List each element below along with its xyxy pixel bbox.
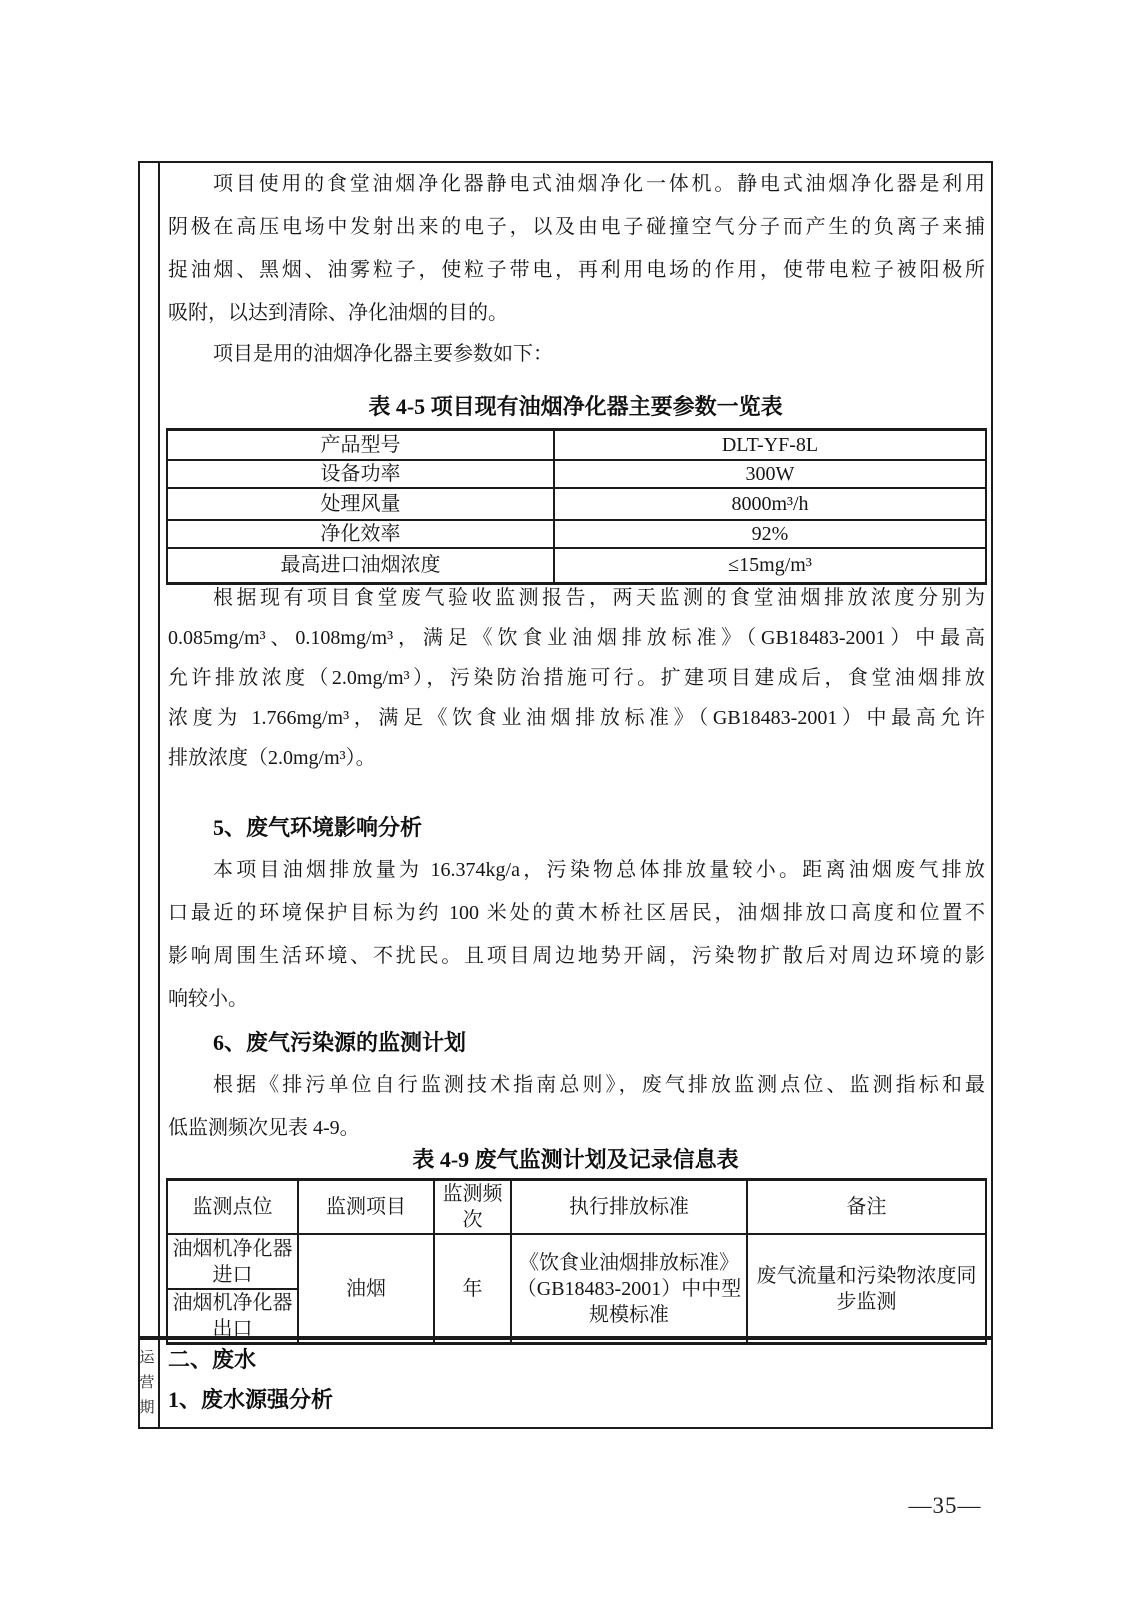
paragraph-line: 项目是用的油烟净化器主要参数如下：: [213, 343, 553, 365]
paragraph-line: 排放浓度（2.0mg/m³）。: [168, 747, 376, 769]
table-row: [167, 1234, 986, 1289]
paragraph-line: 项目使用的食堂油烟净化器静电式油烟净化一体机。静电式油烟净化器是利用: [213, 173, 985, 195]
monitor-standard: 《饮食业油烟排放标准》（GB18483-2001）中中型规模标准: [511, 1234, 747, 1344]
paragraph-line: 低监测频次见表 4-9。: [168, 1117, 360, 1139]
col-header-standard: 执行排放标准: [511, 1180, 747, 1235]
paragraph-line: 吸附，以达到清除、净化油烟的目的。: [168, 302, 508, 324]
paragraph-params-lead-in: [168, 333, 985, 376]
paragraph-impact-analysis: [168, 849, 985, 1021]
col-header-point: 监测点位: [167, 1180, 298, 1235]
param-value: ≤15mg/m³: [554, 548, 986, 584]
page-number: —35—: [908, 1493, 982, 1518]
table-row: [167, 460, 986, 488]
table-4-5-title: 表 4-5 项目现有油烟净化器主要参数一览表: [368, 394, 783, 419]
table-4-5-purifier-params: [166, 428, 987, 585]
section-heading-wastewater-source: 1、废水源强分析: [168, 1387, 334, 1412]
stage-label-char: 运: [139, 1350, 155, 1366]
paragraph-line: 捉油烟、黑烟、油雾粒子，使粒子带电，再利用电场的作用，使带电粒子被阳极所: [168, 259, 985, 281]
section-heading-5: 5、废气环境影响分析: [213, 815, 423, 840]
monitor-frequency: 年: [434, 1234, 511, 1344]
paragraph-line: 根据《排污单位自行监测技术指南总则》，废气排放监测点位、监测指标和最: [213, 1074, 985, 1096]
monitor-point-inlet: 油烟机净化器进口: [167, 1234, 298, 1289]
col-header-frequency: 监测频次: [434, 1180, 511, 1235]
table-header-row: [167, 1180, 986, 1235]
param-value: DLT-YF-8L: [554, 430, 986, 460]
paragraph-line: 口最近的环境保护目标为约 100 米处的黄木桥社区居民，油烟排放口高度和位置不: [168, 902, 985, 924]
param-value: 8000m³/h: [554, 488, 986, 520]
monitor-item: 油烟: [298, 1234, 434, 1344]
table-row: [167, 520, 986, 548]
param-value: 92%: [554, 520, 986, 548]
monitor-remark: 废气流量和污染物浓度同步监测: [747, 1234, 986, 1344]
monitor-point-outlet: 油烟机净化器出口: [167, 1289, 298, 1344]
param-label: 净化效率: [167, 520, 554, 548]
param-label: 设备功率: [167, 460, 554, 488]
section-heading-wastewater: 二、废水: [168, 1347, 257, 1372]
col-header-remark: 备注: [747, 1180, 986, 1235]
param-value: 300W: [554, 460, 986, 488]
paragraph-line: 0.085mg/m³、0.108mg/m³，满足《饮食业油烟排放标准》（GB18483-2001）中最高: [168, 627, 985, 649]
paragraph-line: 本项目油烟排放量为 16.374kg/a，污染物总体排放量较小。距离油烟废气排放: [213, 859, 985, 881]
stage-label-char: 营: [139, 1375, 155, 1391]
param-label: 处理风量: [167, 488, 554, 520]
left-rail-divider: [158, 161, 160, 1427]
paragraph-line: 浓度为 1.766mg/m³，满足《饮食业油烟排放标准》（GB18483-2001）中最高允许: [168, 707, 985, 729]
paragraph-line: 阴极在高压电场中发射出来的电子，以及由电子碰撞空气分子而产生的负离子来捕: [168, 216, 985, 238]
paragraph-line: 影响周围生活环境、不扰民。且项目周边地势开阔，污染物扩散后对周边环境的影: [168, 945, 985, 967]
paragraph-fume-purifier-intro: [168, 163, 985, 335]
section-heading-6: 6、废气污染源的监测计划: [213, 1030, 467, 1055]
paragraph-monitoring-results: [168, 578, 985, 778]
table-4-9-monitoring-plan: [166, 1178, 987, 1345]
paragraph-line: 响较小。: [168, 988, 248, 1010]
col-header-item: 监测项目: [298, 1180, 434, 1235]
paragraph-monitor-plan-lead-in: [168, 1064, 985, 1150]
stage-label-char: 期: [139, 1400, 155, 1416]
paragraph-line: 允许排放浓度（2.0mg/m³），污染防治措施可行。扩建项目建成后，食堂油烟排放: [168, 667, 985, 689]
stage-label-vertical: [138, 1350, 156, 1417]
table-row: [167, 488, 986, 520]
paragraph-line: 根据现有项目食堂废气验收监测报告，两天监测的食堂油烟排放浓度分别为: [213, 587, 985, 609]
param-label: 最高进口油烟浓度: [167, 548, 554, 584]
param-label: 产品型号: [167, 430, 554, 460]
table-row: [167, 430, 986, 460]
table-4-9-title: 表 4-9 废气监测计划及记录信息表: [412, 1147, 739, 1172]
